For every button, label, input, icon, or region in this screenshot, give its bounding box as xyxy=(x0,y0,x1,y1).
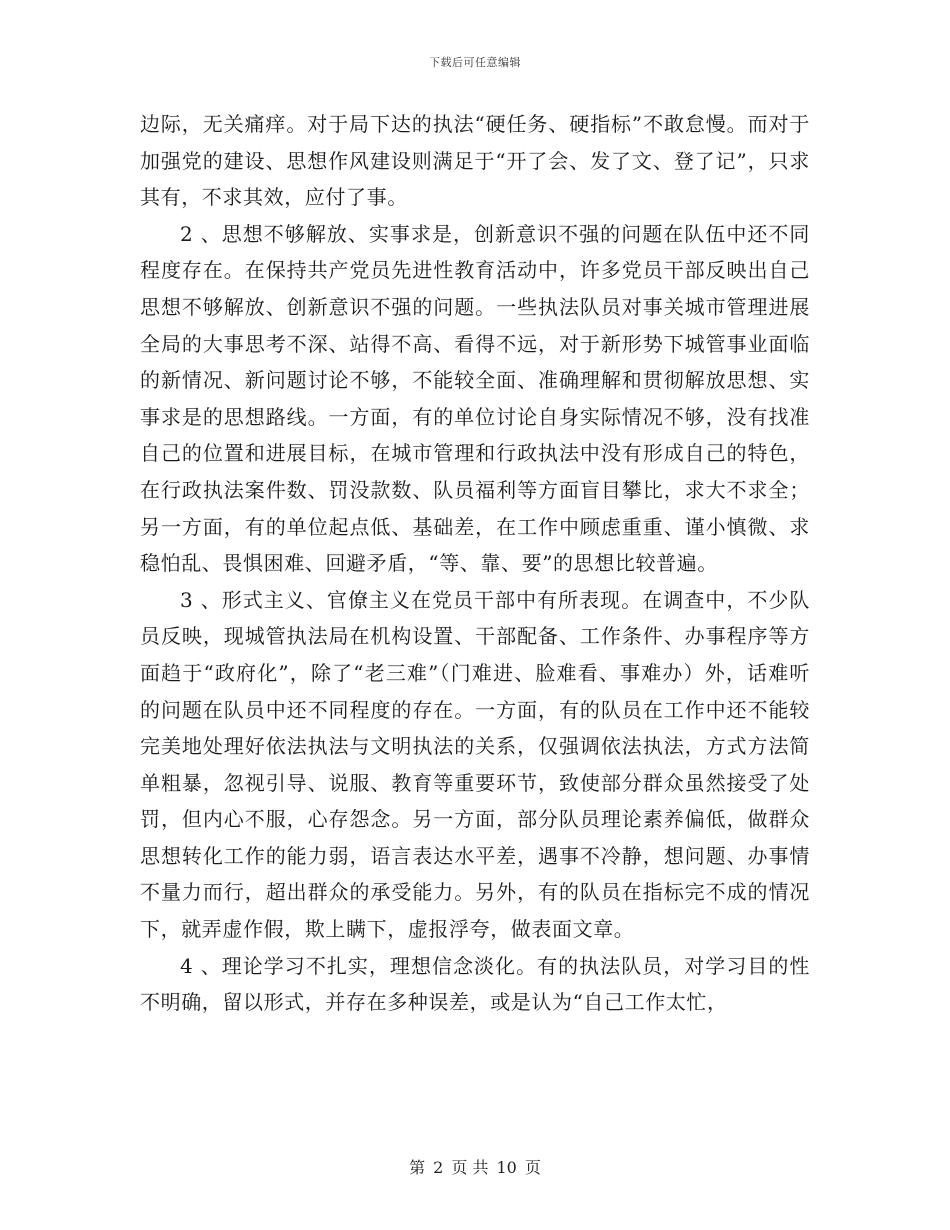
page-footer xyxy=(0,1155,950,1178)
footer-suffix: 页 xyxy=(524,1158,541,1177)
page-header: 下载后可任意编辑 xyxy=(429,56,521,69)
footer-middle: 页 共 xyxy=(451,1158,489,1177)
paragraph-item-2: 2 、思想不够解放、实事求是，创新意识不强的问题在队伍中还不同程度存在。在保持共产党员先进性教育活动中，许多党员干部反映出自己思想不够解放、创新意识不强的问题。一些执法队员对事关城市管理进展全局的大事思考不深、站得不高、看得不远，对于新形势下城管事业面临的新情况、新问题讨论不够，不能较全面、准确理解和贯彻解放思想、实事求是的思想路线。一方面，有的单位讨论自身实际情况不够，没有找准自己的位置和进展目标，在城市管理和行政执法中没有形成自己的特色，在行政执法案件数、罚没款数、队员福利等方面盲目攀比，求大不求全；另一方面，有的单位起点低、基础差，在工作中顾虑重重、谨小慎微、求稳怕乱、畏惧困难、回避矛盾，“等、靠、要”的思想比较普遍。 xyxy=(140,221,810,576)
paragraph-item-3: 3 、形式主义、官僚主义在党员干部中有所表现。在调查中，不少队员反映，现城管执法局在机构设置、干部配备、工作条件、办事程序等方面趋于“政府化”，除了“老三难”（门难进、脸难看、事难办）外，话难听的问题在队员中还不同程度的存在。一方面，有的队员在工作中还不能较完美地处理好依法执法与文明执法的关系，仅强调依法执法，方式方法简单粗暴，忽视引导、说服、教育等重要环节，致使部分群众虽然接受了处罚，但内心不服，心存怨念。另一方面，部分队员理论素养偏低，做群众思想转化工作的能力弱，语言表达水平差，遇事不冷静，想问题、办事情不量力而行，超出群众的承受能力。另外，有的队员在指标完不成的情况下，就弄虚作假，欺上瞒下，虚报浮夸，做表面文章。 xyxy=(140,587,810,942)
footer-prefix: 第 xyxy=(409,1158,426,1177)
paragraph-continued: 边际，无关痛痒。对于局下达的执法“硬任务、硬指标”不敢怠慢。而对于加强党的建设、思想作风建设则满足于“开了会、发了文、登了记”，只求其有，不求其效，应付了事。 xyxy=(140,112,810,210)
paragraph-item-4: 4 、理论学习不扎实，理想信念淡化。有的执法队员，对学习目的性不明确，留以形式，并存在多种误差，或是认为“自己工作太忙， xyxy=(140,953,810,1015)
document-body xyxy=(140,106,810,1021)
footer-total-pages: 10 xyxy=(496,1158,517,1177)
footer-page-number: 2 xyxy=(433,1158,444,1177)
